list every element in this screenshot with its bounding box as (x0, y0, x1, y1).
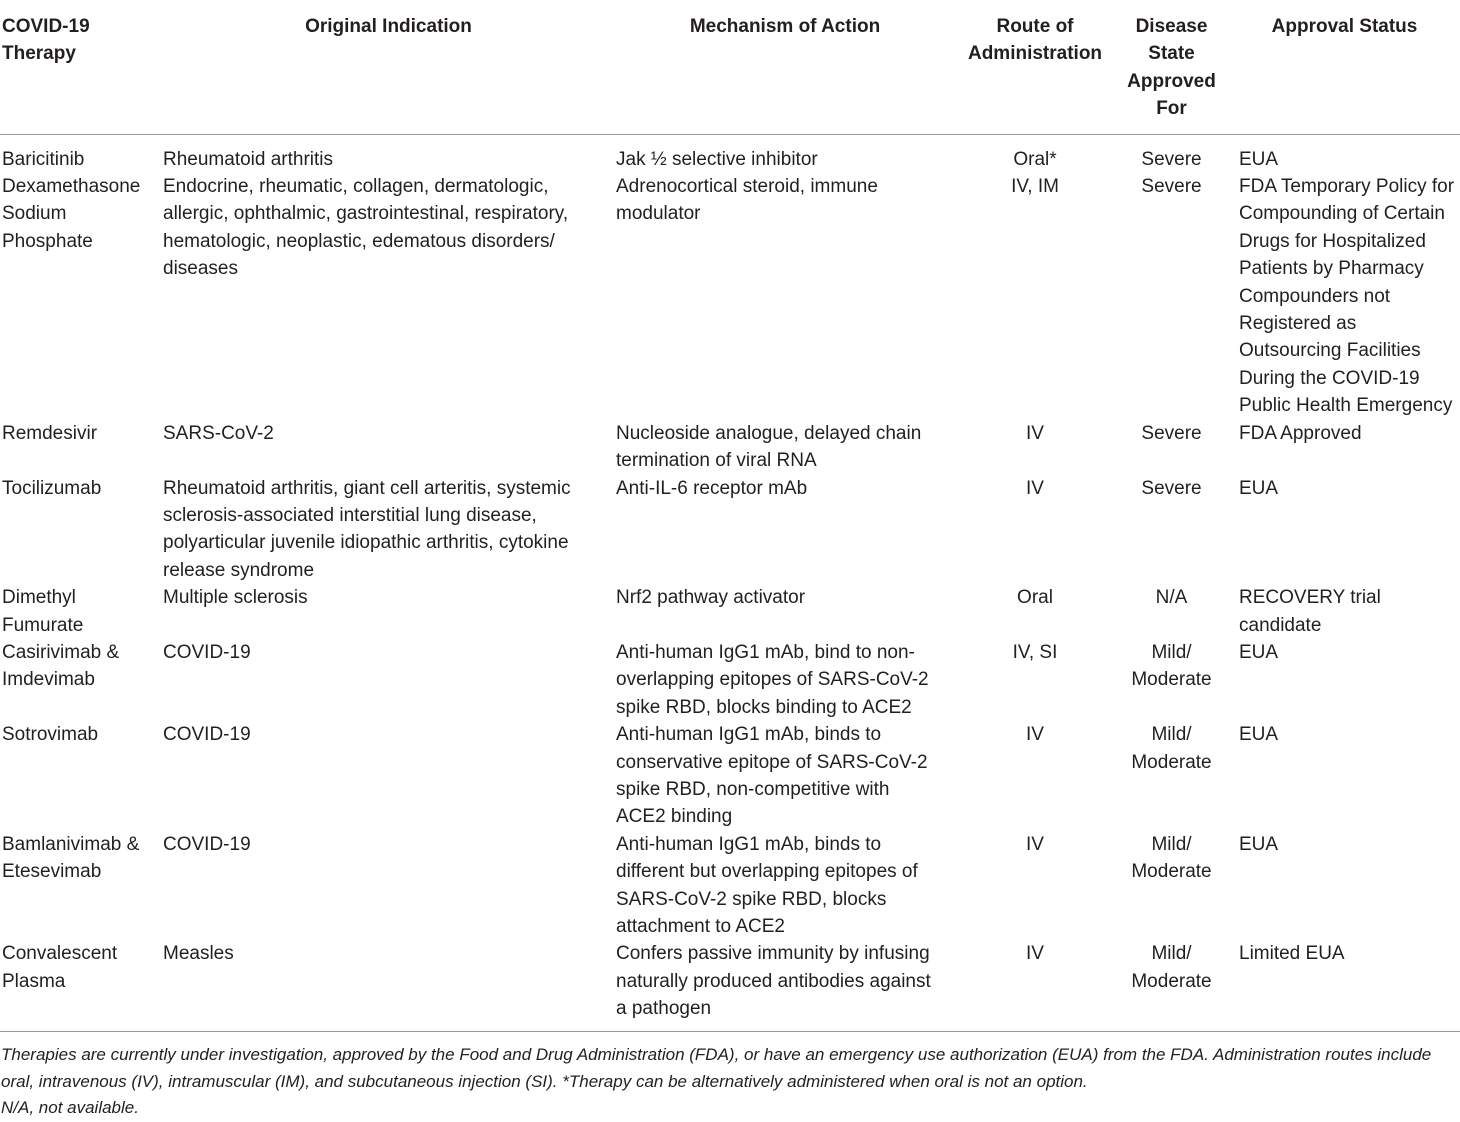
cell-mechanism: Nucleoside analogue, delayed chain termination of viral RNA (616, 422, 922, 472)
cell-disease-state: Severe (1141, 176, 1202, 198)
cell-indication: COVID-19 (163, 724, 251, 746)
cell-indication: COVID-19 (163, 833, 251, 855)
cell-status: EUA (1239, 477, 1279, 499)
cell-route: IV (1026, 724, 1044, 746)
table-header (0, 6, 1460, 134)
cell-therapy: Casirivimab & Imdevimab (2, 641, 120, 691)
cell-therapy: Dexamethasone Sodium Phosphate (2, 176, 141, 252)
cell-disease-state: Severe (1141, 477, 1202, 499)
footnote-abbreviations: Therapies are currently under investigation, approved by the Food and Drug Administration (FDA), or have an emergency use authorization (EUA) from the FDA. Administration routes include oral, intravenous (IV), intramuscular (IM), and subcutaneous injection (SI). *Therapy can be alternatively administered when oral is not an option. (1, 1045, 1432, 1091)
cell-indication: COVID-19 (163, 641, 251, 663)
cell-mechanism: Nrf2 pathway activator (616, 587, 806, 609)
cell-indication: Rheumatoid arthritis, giant cell arteritis, systemic sclerosis-associated interstitial lung disease, polyarticular juvenile idiopathic arthritis, cytokine release syndrome (163, 477, 571, 581)
cell-disease-state: N/A (1155, 587, 1188, 609)
cell-status: FDA Approved (1239, 422, 1362, 444)
header-route: Route of Administration (956, 6, 1114, 134)
header-therapy: COVID-19 Therapy (0, 6, 163, 134)
therapies-table (0, 6, 1460, 1032)
cell-disease-state: Mild/ Moderate (1131, 641, 1212, 691)
cell-therapy: Dimethyl Fumurate (2, 587, 84, 636)
cell-route: IV (1026, 422, 1044, 444)
cell-route: IV, IM (1011, 176, 1059, 198)
cell-status: EUA (1239, 724, 1279, 746)
cell-therapy: Sotrovimab (2, 724, 99, 746)
cell-indication: SARS-CoV-2 (163, 422, 274, 444)
table-row (0, 173, 1460, 420)
cell-mechanism: Confers passive immunity by infusing naturally produced antibodies against a pathogen (614, 940, 956, 1031)
cell-disease-state: Mild/ Moderate (1131, 724, 1212, 773)
cell-indication: Rheumatoid arthritis (163, 148, 334, 170)
cell-route: IV (956, 940, 1114, 1031)
table-row (0, 134, 1460, 173)
header-row (0, 6, 1460, 134)
table-row (0, 639, 1460, 721)
cell-mechanism: Adrenocortical steroid, immune modulator (616, 176, 878, 225)
cell-disease-state: Mild/ Moderate (1114, 940, 1229, 1031)
table-row (0, 420, 1460, 475)
table-row (0, 721, 1460, 831)
cell-status: EUA (1239, 641, 1279, 663)
cell-therapy: Baricitinib (2, 148, 85, 170)
cell-route: IV (1026, 833, 1044, 855)
cell-status: Limited EUA (1229, 940, 1460, 1031)
cell-indication: Endocrine, rheumatic, collagen, dermatologic, allergic, ophthalmic, gastrointestinal, respiratory, hematologic, neoplastic, edematous disorders/ diseases (163, 176, 569, 280)
cell-therapy: Bamlanivimab & Etesevimab (2, 833, 140, 883)
cell-indication: Measles (163, 940, 614, 1031)
cell-status: EUA (1239, 148, 1279, 170)
cell-therapy: Tocilizumab (2, 477, 102, 499)
cell-route: Oral* (1013, 148, 1057, 170)
cell-route: Oral (1017, 587, 1053, 609)
cell-mechanism: Jak ½ selective inhibitor (616, 148, 818, 170)
header-disease-state: Disease State Approved For (1114, 6, 1229, 134)
cell-status: RECOVERY trial candidate (1239, 587, 1381, 636)
cell-route: IV, SI (1012, 641, 1058, 663)
footnote-na: N/A, not available. (1, 1098, 139, 1117)
cell-mechanism: Anti-human IgG1 mAb, binds to different but overlapping epitopes of SARS-CoV-2 spike RBD, blocks attachment to ACE2 (616, 833, 918, 937)
cell-mechanism: Anti-human IgG1 mAb, bind to non-overlapping epitopes of SARS-CoV-2 spike RBD, blocks binding to ACE2 (616, 641, 929, 718)
table-row (0, 940, 1460, 1031)
header-status: Approval Status (1229, 6, 1460, 134)
cell-disease-state: Mild/ Moderate (1131, 833, 1212, 883)
table-footnote (1, 1042, 1457, 1122)
header-mechanism: Mechanism of Action (614, 6, 956, 134)
cell-therapy: Remdesivir (2, 422, 98, 444)
header-indication: Original Indication (163, 6, 614, 134)
cell-indication: Multiple sclerosis (163, 587, 308, 609)
table-body (0, 134, 1460, 1031)
cell-mechanism: Anti-IL-6 receptor mAb (616, 477, 808, 499)
cell-therapy: Convalescent Plasma (0, 940, 163, 1031)
cell-disease-state: Severe (1141, 148, 1202, 170)
cell-mechanism: Anti-human IgG1 mAb, binds to conservative epitope of SARS-CoV-2 spike RBD, non-competitive with ACE2 binding (616, 724, 928, 828)
cell-route: IV (1026, 477, 1044, 499)
table-row (0, 831, 1460, 941)
cell-status: EUA (1239, 833, 1279, 855)
cell-disease-state: Severe (1141, 422, 1202, 444)
table-row (0, 584, 1460, 639)
cell-status: FDA Temporary Policy for Compounding of Certain Drugs for Hospitalized Patients by Pharmacy Compounders not Registered as Outsourcing Facilities During the COVID-19 Public Health Emergency (1239, 176, 1455, 417)
table-row (0, 475, 1460, 585)
